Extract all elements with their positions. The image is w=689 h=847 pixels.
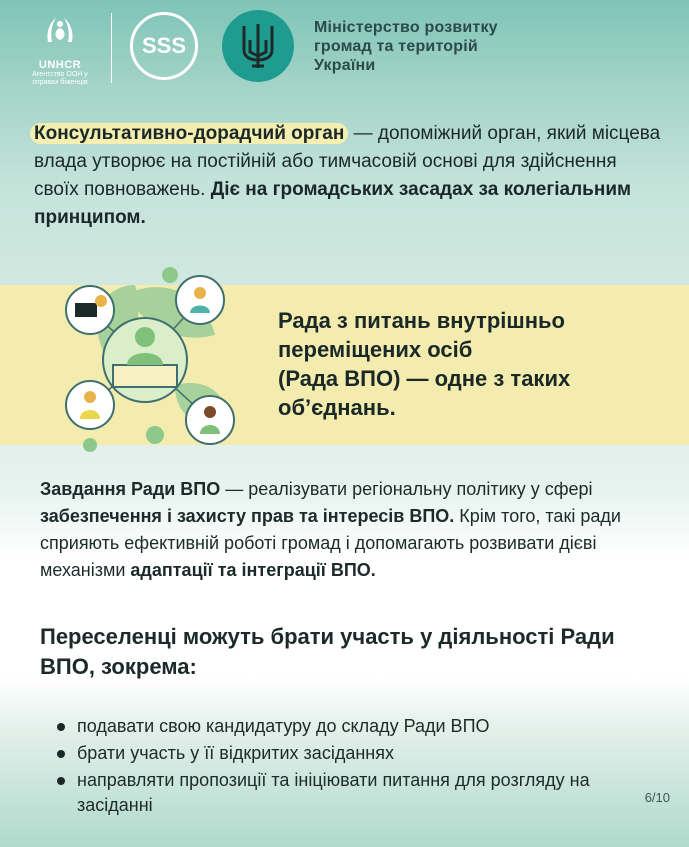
tasks-lead: Завдання Ради ВПО	[40, 479, 221, 499]
band-line-1: Рада з питань внутрішньо	[278, 308, 565, 333]
unhcr-logo-icon	[40, 12, 80, 52]
ministry-name	[314, 18, 498, 75]
unhcr-sub-1: Агентство ООН у	[32, 71, 88, 78]
page-number: 6/10	[644, 790, 670, 805]
list-item: подавати свою кандидатуру до складу Ради ВПО	[53, 714, 653, 739]
intro-definition: — допоміжний орган, який місцева влада утворює на постійній або тимчасовій основі для здійснення своїх повноважень.	[34, 123, 661, 200]
tasks-bold-2: адаптації та інтеграції ВПО.	[130, 560, 376, 580]
sss-logo-icon	[130, 12, 198, 80]
band-line-4: об’єднань.	[278, 395, 396, 420]
ministry-line-2: громад та територій	[314, 38, 478, 55]
logo-divider	[111, 13, 112, 83]
band-statement	[278, 306, 658, 422]
unhcr-sub-2: справах біженців	[32, 79, 88, 86]
ministry-line-1: Міністерство розвитку	[314, 19, 498, 36]
trident-emblem-icon	[222, 10, 294, 82]
participation-list	[53, 714, 653, 820]
participation-heading: Переселенці можуть брати участь у діяльності Ради ВПО, зокрема:	[40, 624, 615, 679]
tasks-bold-1: забезпечення і захисту прав та інтересів ВПО.	[40, 506, 455, 526]
intro-principle: Діє на громадських засадах за колегіальним принципом.	[34, 179, 632, 228]
band-line-3: (Рада ВПО) — одне з таких	[278, 366, 571, 391]
sss-label: SSS	[141, 33, 187, 58]
intro-term: Консультативно-дорадчий орган	[30, 123, 348, 144]
ministry-line-3: України	[314, 57, 376, 74]
list-item: направляти пропозиції та ініціювати питання для розгляду на засіданні	[53, 768, 653, 818]
list-item: брати участь у її відкритих засіданнях	[53, 741, 653, 766]
unhcr-logo	[30, 12, 90, 87]
intro-paragraph	[34, 120, 664, 232]
tasks-paragraph	[40, 476, 660, 584]
illustration-people-network	[45, 255, 245, 465]
tasks-text-1: — реалізувати регіональну політику у сфері	[220, 479, 593, 499]
unhcr-name: UNHCR	[38, 59, 82, 71]
band-line-2: переміщених осіб	[278, 337, 473, 362]
logo-bar	[0, 0, 689, 95]
tasks-text-2: Крім того, такі ради сприяють ефективній роботі громад і допомагають розвивати дієві механізми	[40, 506, 621, 580]
